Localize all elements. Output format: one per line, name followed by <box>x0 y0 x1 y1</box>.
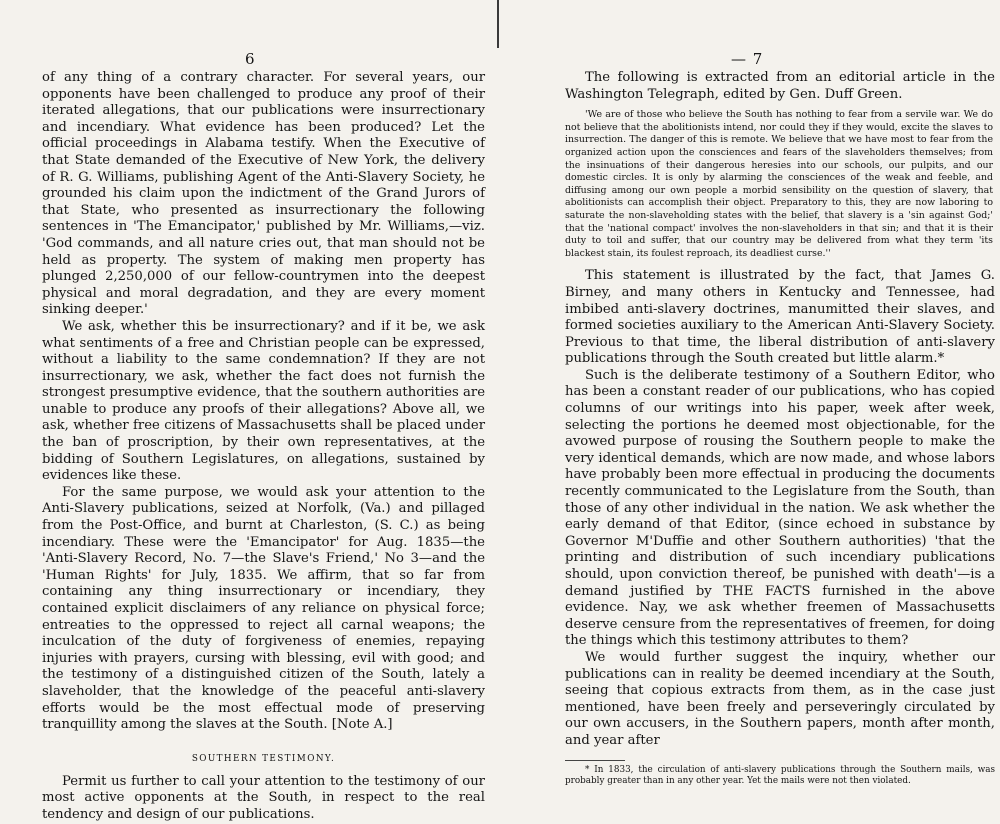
section-heading: SOUTHERN TESTIMONY. <box>191 753 336 764</box>
page-number-right: — 7 <box>731 50 764 68</box>
right-intro-paragraph: The following is extracted from an editorial article in the Washington Telegraph, edited by Gen. Duff Green. <box>565 70 995 102</box>
left-column <box>42 70 485 824</box>
left-closing-paragraph: Permit us further to call your attention to the testimony of our most active opponents at the South, in respect to the real tendency and design of our publications. <box>42 773 485 822</box>
right-column <box>565 70 995 788</box>
left-paragraph-1: of any thing of a contrary character. For several years, our opponents have been challenged to produce any proof of their iterated allegations, that our publications were insurrectionary and incendiary. What evidence has been produced? Let the official proceedings in Alabama testify. When the Executive of that State demanded of the Executive of New York, the delivery of R. G. Williams, publishing Agent of the Anti-Slavery Society, he grounded his claim upon the indictment of the Grand Jurors of that State, who presented as insurrectionary the following sentences in 'The Emancipator,' published by Mr. Williams,—viz. 'God commands, and all nature cries out, that man should not be held as property. The system of making men property has plunged 2,250,000 of our fellow-countrymen into the deepest physical and moral degradation, and they are every moment sinking deeper.' <box>42 70 485 318</box>
page-number-left: 6 <box>245 50 256 68</box>
right-paragraph-2: Such is the deliberate testimony of a Southern Editor, who has been a constant reader of our publications, who has copied columns of our writings into his paper, week after week, selecting the portions he deemed most objectionable, for the avowed purpose of rousing the Southern people to make the very identical demands, which are now made, and whose labors have probably been more effectual in producing the documents recently communicated to the Legislature from the South, than those of any other individual in the nation. We ask whether the early demand of that Editor, (since echoed in substance by Governor M'Duffie and other Southern authorities) 'that the printing and distribution of such incendiary publications should, upon conviction thereof, be punished with death'—is a demand justified by THE FACTS furnished in the above evidence. Nay, we ask whether freemen of Massachusetts deserve censure from the representatives of freemen, for doing the things which this testimony attributes to them? <box>565 367 995 649</box>
left-page <box>30 0 485 822</box>
binding-gutter <box>497 0 499 48</box>
right-page <box>555 0 995 787</box>
left-paragraph-3: For the same purpose, we would ask your attention to the Anti-Slavery publications, seized at Norfolk, (Va.) and pillaged from the Post-Office, and burnt at Charleston, (S. C.) as being incendiary. These were the 'Emancipator' for Aug. 1835—the 'Anti-Slavery Record, No. 7—the Slave's Friend,' No 3—and the 'Human Rights' for July, 1835. We affirm, that so far from containing any thing insurrectionary or incendiary, they contained explicit disclaimers of any reliance on physical force; entreaties to the oppressed to reject all carnal weapons; the inculcation of the duty of forgiveness of enemies, repaying injuries with prayers, cursing with blessing, evil with good; and the testimony of a distinguished citizen of the South, lately a slaveholder, that the knowledge of the peaceful anti-slavery efforts would be the most effectual mode of preserving tranquillity among the slaves at the South. [Note A.] <box>42 484 485 733</box>
right-paragraph-1: This statement is illustrated by the fact, that James G. Birney, and many others in Kentucky and Tennessee, had imbibed anti-slavery doctrines, manumitted their slaves, and formed societies auxiliary to the American Anti-Slavery Society. Previous to that time, the liberal distribution of anti-slavery publications through the South created but little alarm.* <box>565 268 995 367</box>
telegraph-quote: 'We are of those who believe the South has nothing to fear from a servile war. We do not believe that the abolitionists intend, nor could they if they would, excite the slaves to insurrection. The danger of this is remote. We believe that we have most to fear from the organized action upon the consciences and fears of the slaveholders themselves; from the insinuations of their dangerous heresies into our schools, our pulpits, and our domestic circles. It is only by alarming the consciences of the weak and feeble, and diffusing among our own people a morbid sensibility on the question of slavery, that abolitionists can accomplish their object. Preparatory to this, they are now laboring to saturate the non-slaveholding states with the belief, that slavery is a 'sin against God;' that the 'national compact' involves the non-slaveholders in that sin; and that it is their duty to toil and suffer, that our country may be delivered from what they term 'its blackest stain, its foulest reproach, its deadliest curse.'' <box>565 109 993 259</box>
footnote-rule <box>565 760 625 761</box>
left-paragraph-2: We ask, whether this be insurrectionary? and if it be, we ask what sentiments of a free and Christian people can be expressed, without a liability to the same condemnation? If they are not insurrectionary, we ask, whether the fact does not furnish the strongest presumptive evidence, that the southern authorities are unable to produce any proofs of their allegations? Above all, we ask, whether free citizens of Massachusetts shall be placed under the ban of proscription, by their own representatives, at the bidding of Southern Legislatures, on allegations, sustained by evidences like these. <box>42 318 485 484</box>
footnote: * In 1833, the circulation of anti-slavery publications through the Southern mails, was probably greater than in any other year. Yet the mails were not then violated. <box>565 764 995 787</box>
right-paragraph-3: We would further suggest the inquiry, whether our publications can in reality be deemed incendiary at the South, seeing that copious extracts from them, as in the case just mentioned, have been freely and perseveringly circulated by our own accusers, in the Southern papers, month after month, and year after <box>565 649 995 748</box>
